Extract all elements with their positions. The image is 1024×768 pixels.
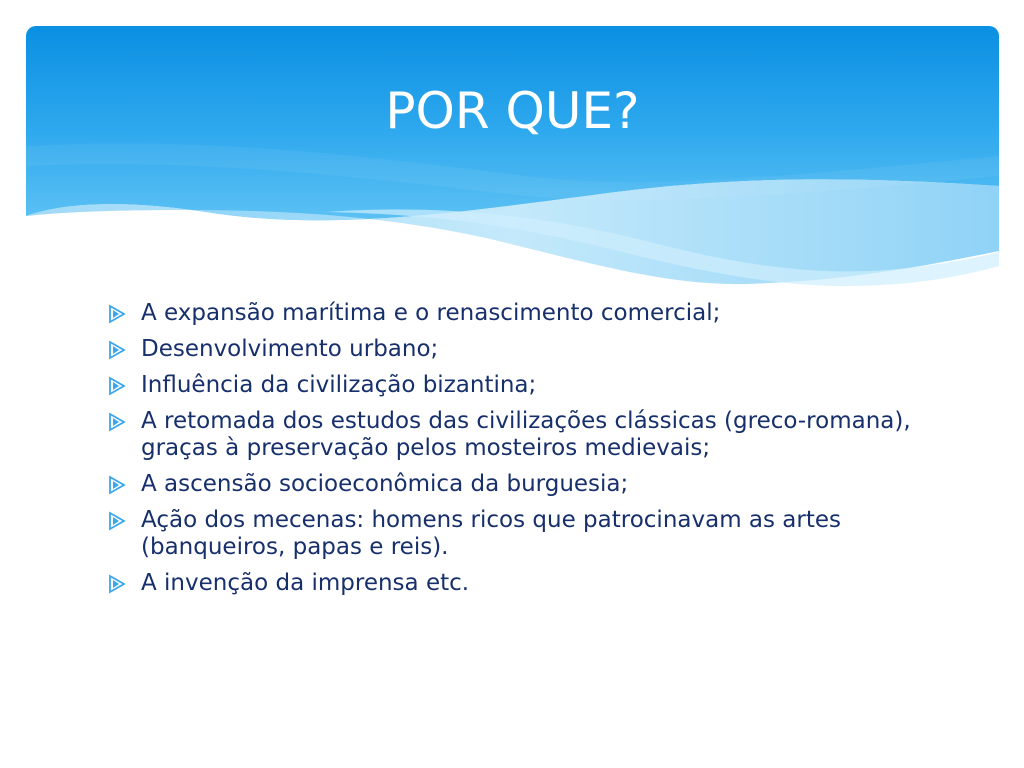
bullet-text: Ação dos mecenas: homens ricos que patrocinavam as artes (banqueiros, papas e reis). <box>141 507 842 560</box>
bullet-list <box>107 300 927 606</box>
arrowhead-icon <box>107 511 131 531</box>
arrowhead-icon <box>107 574 131 594</box>
bullet-item <box>107 570 927 597</box>
arrowhead-icon <box>107 304 131 324</box>
bullet-item <box>107 408 927 462</box>
arrowhead-icon <box>107 376 131 396</box>
bullet-text: A invenção da imprensa etc. <box>141 570 470 596</box>
bullet-text: A retomada dos estudos das civilizações clássicas (greco-romana), graças à preservação pelos mosteiros medievais; <box>141 408 911 461</box>
arrowhead-icon <box>107 412 131 432</box>
bullet-item <box>107 372 927 399</box>
header-wave-graphic <box>26 26 999 286</box>
slide-title: POR QUE? <box>385 82 640 140</box>
bullet-text: A ascensão socioeconômica da burguesia; <box>141 471 629 497</box>
bullet-item <box>107 507 927 561</box>
arrowhead-icon <box>107 340 131 360</box>
bullet-text: A expansão marítima e o renascimento comercial; <box>141 300 721 326</box>
bullet-item <box>107 300 927 327</box>
bullet-item <box>107 336 927 363</box>
bullet-item <box>107 471 927 498</box>
arrowhead-icon <box>107 475 131 495</box>
header-band <box>26 26 999 286</box>
bullet-text: Desenvolvimento urbano; <box>141 336 439 362</box>
bullet-text: Influência da civilização bizantina; <box>141 372 537 398</box>
